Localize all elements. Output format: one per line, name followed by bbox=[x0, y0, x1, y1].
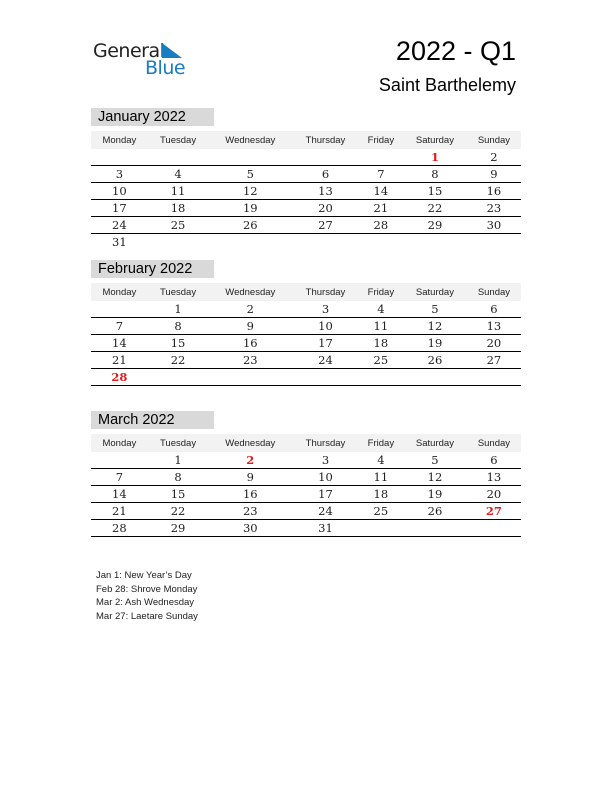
weekday-header: Monday bbox=[91, 131, 148, 149]
day-cell: 14 bbox=[91, 486, 148, 503]
empty-day-cell bbox=[467, 520, 521, 537]
empty-day-cell bbox=[208, 369, 292, 386]
empty-day-cell bbox=[148, 369, 209, 386]
day-cell: 10 bbox=[292, 469, 358, 486]
day-cell: 1 bbox=[148, 301, 209, 318]
day-cell: 14 bbox=[359, 183, 403, 200]
day-cell: 1 bbox=[148, 452, 209, 469]
day-cell: 10 bbox=[292, 318, 358, 335]
empty-day-cell bbox=[91, 301, 148, 318]
weekday-header: Monday bbox=[91, 283, 148, 301]
day-cell: 23 bbox=[467, 200, 521, 217]
day-cell: 16 bbox=[208, 486, 292, 503]
week-row bbox=[91, 352, 521, 369]
day-cell: 25 bbox=[359, 503, 403, 520]
day-cell: 26 bbox=[208, 217, 292, 234]
day-cell: 10 bbox=[91, 183, 148, 200]
day-cell: 24 bbox=[91, 217, 148, 234]
day-cell: 5 bbox=[208, 166, 292, 183]
weekday-header-row bbox=[91, 131, 521, 149]
empty-day-cell bbox=[359, 234, 403, 251]
empty-day-cell bbox=[208, 234, 292, 251]
week-row bbox=[91, 520, 521, 537]
day-cell: 3 bbox=[91, 166, 148, 183]
week-row bbox=[91, 369, 521, 386]
day-cell: 13 bbox=[467, 318, 521, 335]
weekday-header: Wednesday bbox=[208, 283, 292, 301]
month-march bbox=[91, 411, 521, 537]
empty-day-cell bbox=[208, 149, 292, 166]
weekday-header: Friday bbox=[359, 283, 403, 301]
week-row bbox=[91, 469, 521, 486]
day-cell: 7 bbox=[91, 469, 148, 486]
holiday-notes bbox=[96, 569, 198, 623]
empty-day-cell bbox=[359, 369, 403, 386]
page-title: 2022 - Q1 bbox=[395, 36, 516, 66]
empty-day-cell bbox=[148, 234, 209, 251]
day-cell: 3 bbox=[292, 452, 358, 469]
empty-day-cell bbox=[148, 149, 209, 166]
day-cell: 6 bbox=[467, 452, 521, 469]
empty-day-cell bbox=[359, 520, 403, 537]
month-label: January 2022 bbox=[91, 108, 214, 126]
day-cell: 4 bbox=[359, 301, 403, 318]
day-cell: 6 bbox=[467, 301, 521, 318]
day-cell: 24 bbox=[292, 503, 358, 520]
day-cell: 20 bbox=[467, 486, 521, 503]
holiday-note: Feb 28: Shrove Monday bbox=[96, 583, 198, 595]
weekday-header: Sunday bbox=[467, 131, 521, 149]
calendar-grid bbox=[91, 131, 521, 250]
day-cell: 26 bbox=[403, 503, 467, 520]
week-row bbox=[91, 183, 521, 200]
empty-day-cell bbox=[467, 234, 521, 251]
day-cell: 20 bbox=[467, 335, 521, 352]
logo bbox=[93, 40, 193, 80]
empty-day-cell bbox=[292, 149, 358, 166]
day-cell: 21 bbox=[359, 200, 403, 217]
day-cell: 13 bbox=[467, 469, 521, 486]
weekday-header: Friday bbox=[359, 131, 403, 149]
logo-triangle-icon bbox=[162, 43, 182, 58]
day-cell: 17 bbox=[91, 200, 148, 217]
empty-day-cell bbox=[91, 452, 148, 469]
day-cell: 21 bbox=[91, 352, 148, 369]
day-cell: 18 bbox=[359, 335, 403, 352]
holiday-day-cell: 28 bbox=[91, 369, 148, 386]
weekday-header: Friday bbox=[359, 434, 403, 452]
day-cell: 30 bbox=[467, 217, 521, 234]
day-cell: 31 bbox=[292, 520, 358, 537]
day-cell: 30 bbox=[208, 520, 292, 537]
weekday-header: Wednesday bbox=[208, 434, 292, 452]
day-cell: 17 bbox=[292, 335, 358, 352]
empty-day-cell bbox=[292, 369, 358, 386]
day-cell: 20 bbox=[292, 200, 358, 217]
holiday-note: Mar 27: Laetare Sunday bbox=[96, 610, 198, 622]
day-cell: 13 bbox=[292, 183, 358, 200]
holiday-day-cell: 1 bbox=[403, 149, 467, 166]
day-cell: 23 bbox=[208, 503, 292, 520]
empty-day-cell bbox=[467, 369, 521, 386]
day-cell: 7 bbox=[91, 318, 148, 335]
day-cell: 4 bbox=[148, 166, 209, 183]
holiday-note: Jan 1: New Year’s Day bbox=[96, 570, 192, 581]
day-cell: 12 bbox=[208, 183, 292, 200]
weekday-header: Tuesday bbox=[148, 131, 209, 149]
day-cell: 29 bbox=[403, 217, 467, 234]
day-cell: 2 bbox=[467, 149, 521, 166]
day-cell: 23 bbox=[208, 352, 292, 369]
empty-day-cell bbox=[403, 520, 467, 537]
day-cell: 18 bbox=[148, 200, 209, 217]
weekday-header: Thursday bbox=[292, 283, 358, 301]
day-cell: 5 bbox=[403, 301, 467, 318]
weekday-header: Saturday bbox=[403, 131, 467, 149]
day-cell: 9 bbox=[208, 318, 292, 335]
day-cell: 21 bbox=[91, 503, 148, 520]
empty-day-cell bbox=[403, 234, 467, 251]
weekday-header-row bbox=[91, 283, 521, 301]
day-cell: 6 bbox=[292, 166, 358, 183]
weekday-header: Monday bbox=[91, 434, 148, 452]
day-cell: 5 bbox=[403, 452, 467, 469]
week-row bbox=[91, 335, 521, 352]
day-cell: 9 bbox=[208, 469, 292, 486]
month-january bbox=[91, 108, 521, 250]
day-cell: 19 bbox=[208, 200, 292, 217]
day-cell: 8 bbox=[148, 318, 209, 335]
day-cell: 31 bbox=[112, 235, 127, 249]
day-cell: 7 bbox=[359, 166, 403, 183]
day-cell: 11 bbox=[148, 183, 209, 200]
day-cell: 29 bbox=[148, 520, 209, 537]
day-cell: 28 bbox=[359, 217, 403, 234]
day-cell: 25 bbox=[148, 217, 209, 234]
empty-day-cell bbox=[359, 149, 403, 166]
logo-text-blue: Blue bbox=[145, 57, 186, 79]
day-cell: 16 bbox=[467, 183, 521, 200]
week-row bbox=[91, 217, 521, 234]
day-cell: 8 bbox=[403, 166, 467, 183]
calendar-grid bbox=[91, 434, 521, 537]
week-row bbox=[91, 486, 521, 503]
week-row bbox=[91, 234, 521, 251]
day-cell: 2 bbox=[208, 301, 292, 318]
weekday-header: Wednesday bbox=[208, 131, 292, 149]
day-cell: 15 bbox=[148, 335, 209, 352]
day-cell: 4 bbox=[359, 452, 403, 469]
week-row bbox=[91, 503, 521, 520]
empty-day-cell bbox=[292, 234, 358, 251]
day-cell: 12 bbox=[403, 469, 467, 486]
day-cell: 24 bbox=[292, 352, 358, 369]
day-cell: 19 bbox=[403, 486, 467, 503]
day-cell: 15 bbox=[148, 486, 209, 503]
month-february bbox=[91, 260, 521, 386]
day-cell: 9 bbox=[467, 166, 521, 183]
day-cell: 12 bbox=[403, 318, 467, 335]
day-cell: 11 bbox=[359, 318, 403, 335]
day-cell: 27 bbox=[292, 217, 358, 234]
day-cell: 17 bbox=[292, 486, 358, 503]
weekday-header: Tuesday bbox=[148, 283, 209, 301]
weekday-header: Thursday bbox=[292, 131, 358, 149]
day-cell: 18 bbox=[359, 486, 403, 503]
day-cell: 19 bbox=[403, 335, 467, 352]
day-cell: 3 bbox=[292, 301, 358, 318]
page-subtitle: Saint Barthelemy bbox=[378, 75, 516, 95]
week-row bbox=[91, 318, 521, 335]
holiday-note: Mar 2: Ash Wednesday bbox=[96, 597, 195, 608]
weekday-header: Thursday bbox=[292, 434, 358, 452]
day-cell: 16 bbox=[208, 335, 292, 352]
day-cell: 14 bbox=[91, 335, 148, 352]
calendar-grid bbox=[91, 283, 521, 386]
day-cell: 26 bbox=[403, 352, 467, 369]
month-label: March 2022 bbox=[91, 411, 214, 429]
day-cell: 8 bbox=[148, 469, 209, 486]
logo-text-general: General bbox=[93, 40, 165, 62]
holiday-day-cell: 2 bbox=[208, 452, 292, 469]
holiday-day-cell: 27 bbox=[467, 503, 521, 520]
weekday-header-row bbox=[91, 434, 521, 452]
weekday-header: Saturday bbox=[403, 283, 467, 301]
week-row bbox=[91, 149, 521, 166]
week-row bbox=[91, 166, 521, 183]
day-cell: 27 bbox=[467, 352, 521, 369]
day-cell: 15 bbox=[403, 183, 467, 200]
week-row bbox=[91, 301, 521, 318]
week-row bbox=[91, 452, 521, 469]
day-cell: 28 bbox=[91, 520, 148, 537]
weekday-header: Saturday bbox=[403, 434, 467, 452]
week-row bbox=[91, 200, 521, 217]
month-label: February 2022 bbox=[91, 260, 214, 278]
day-cell: 22 bbox=[148, 352, 209, 369]
day-cell: 11 bbox=[359, 469, 403, 486]
weekday-header: Sunday bbox=[467, 283, 521, 301]
day-cell: 22 bbox=[403, 200, 467, 217]
day-cell: 22 bbox=[148, 503, 209, 520]
empty-day-cell bbox=[91, 149, 148, 166]
day-cell: 25 bbox=[359, 352, 403, 369]
weekday-header: Tuesday bbox=[148, 434, 209, 452]
weekday-header: Sunday bbox=[467, 434, 521, 452]
empty-day-cell bbox=[403, 369, 467, 386]
